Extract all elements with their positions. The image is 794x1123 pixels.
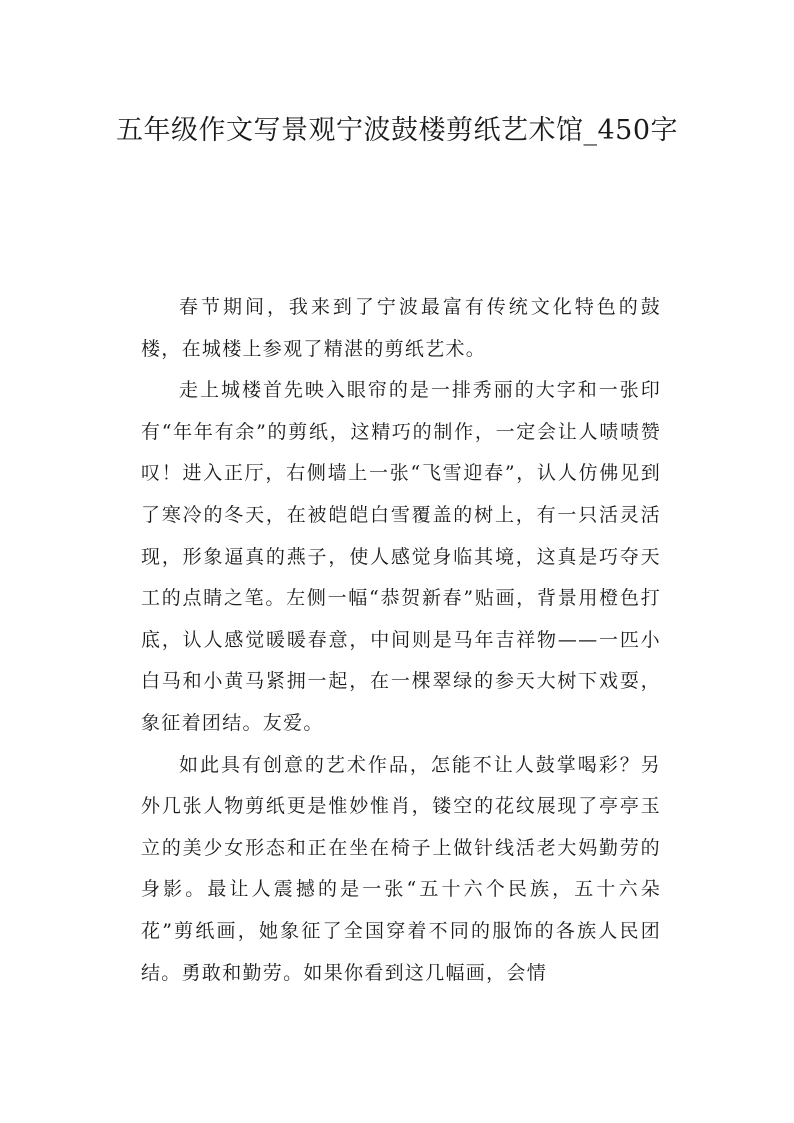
document-body (141, 287, 661, 994)
paragraph-3: 如此具有创意的艺术作品，怎能不让人鼓掌喝彩？另外几张人物剪纸更是惟妙惟肖，镂空的花纹展现了亭亭玉立的美少女形态和正在坐在椅子上做针线活老大妈勤劳的身影。最让人震撼的是一张“五十六个民族，五十六朵花”剪纸画，她象征了全国穿着不同的服饰的各族人民团结。勇敢和勤劳。如果你看到这几幅画，会情 (141, 753, 661, 984)
paragraph-2: 走上城楼首先映入眼帘的是一排秀丽的大字和一张印有“年年有余”的剪纸，这精巧的制作，一定会让人啧啧赞叹！进入正厅，右侧墙上一张“飞雪迎春”，认人仿佛见到了寒冷的冬天，在被皑皑白雪覆盖的树上，有一只活灵活现，形象逼真的燕子，使人感觉身临其境，这真是巧夺天工的点睛之笔。左侧一幅“恭贺新春”贴画，背景用橙色打底，认人感觉暖暖春意，中间则是马年吉祥物——一匹小白马和小黄马紧拥一起，在一棵翠绿的参天大树下戏耍，象征着团结。友爱。 (141, 379, 661, 734)
paragraph-1: 春节期间，我来到了宁波最富有传统文化特色的鼓楼，在城楼上参观了精湛的剪纸艺术。 (141, 296, 661, 360)
document-title: 五年级作文写景观宁波鼓楼剪纸艺术馆_450字 (115, 115, 679, 146)
